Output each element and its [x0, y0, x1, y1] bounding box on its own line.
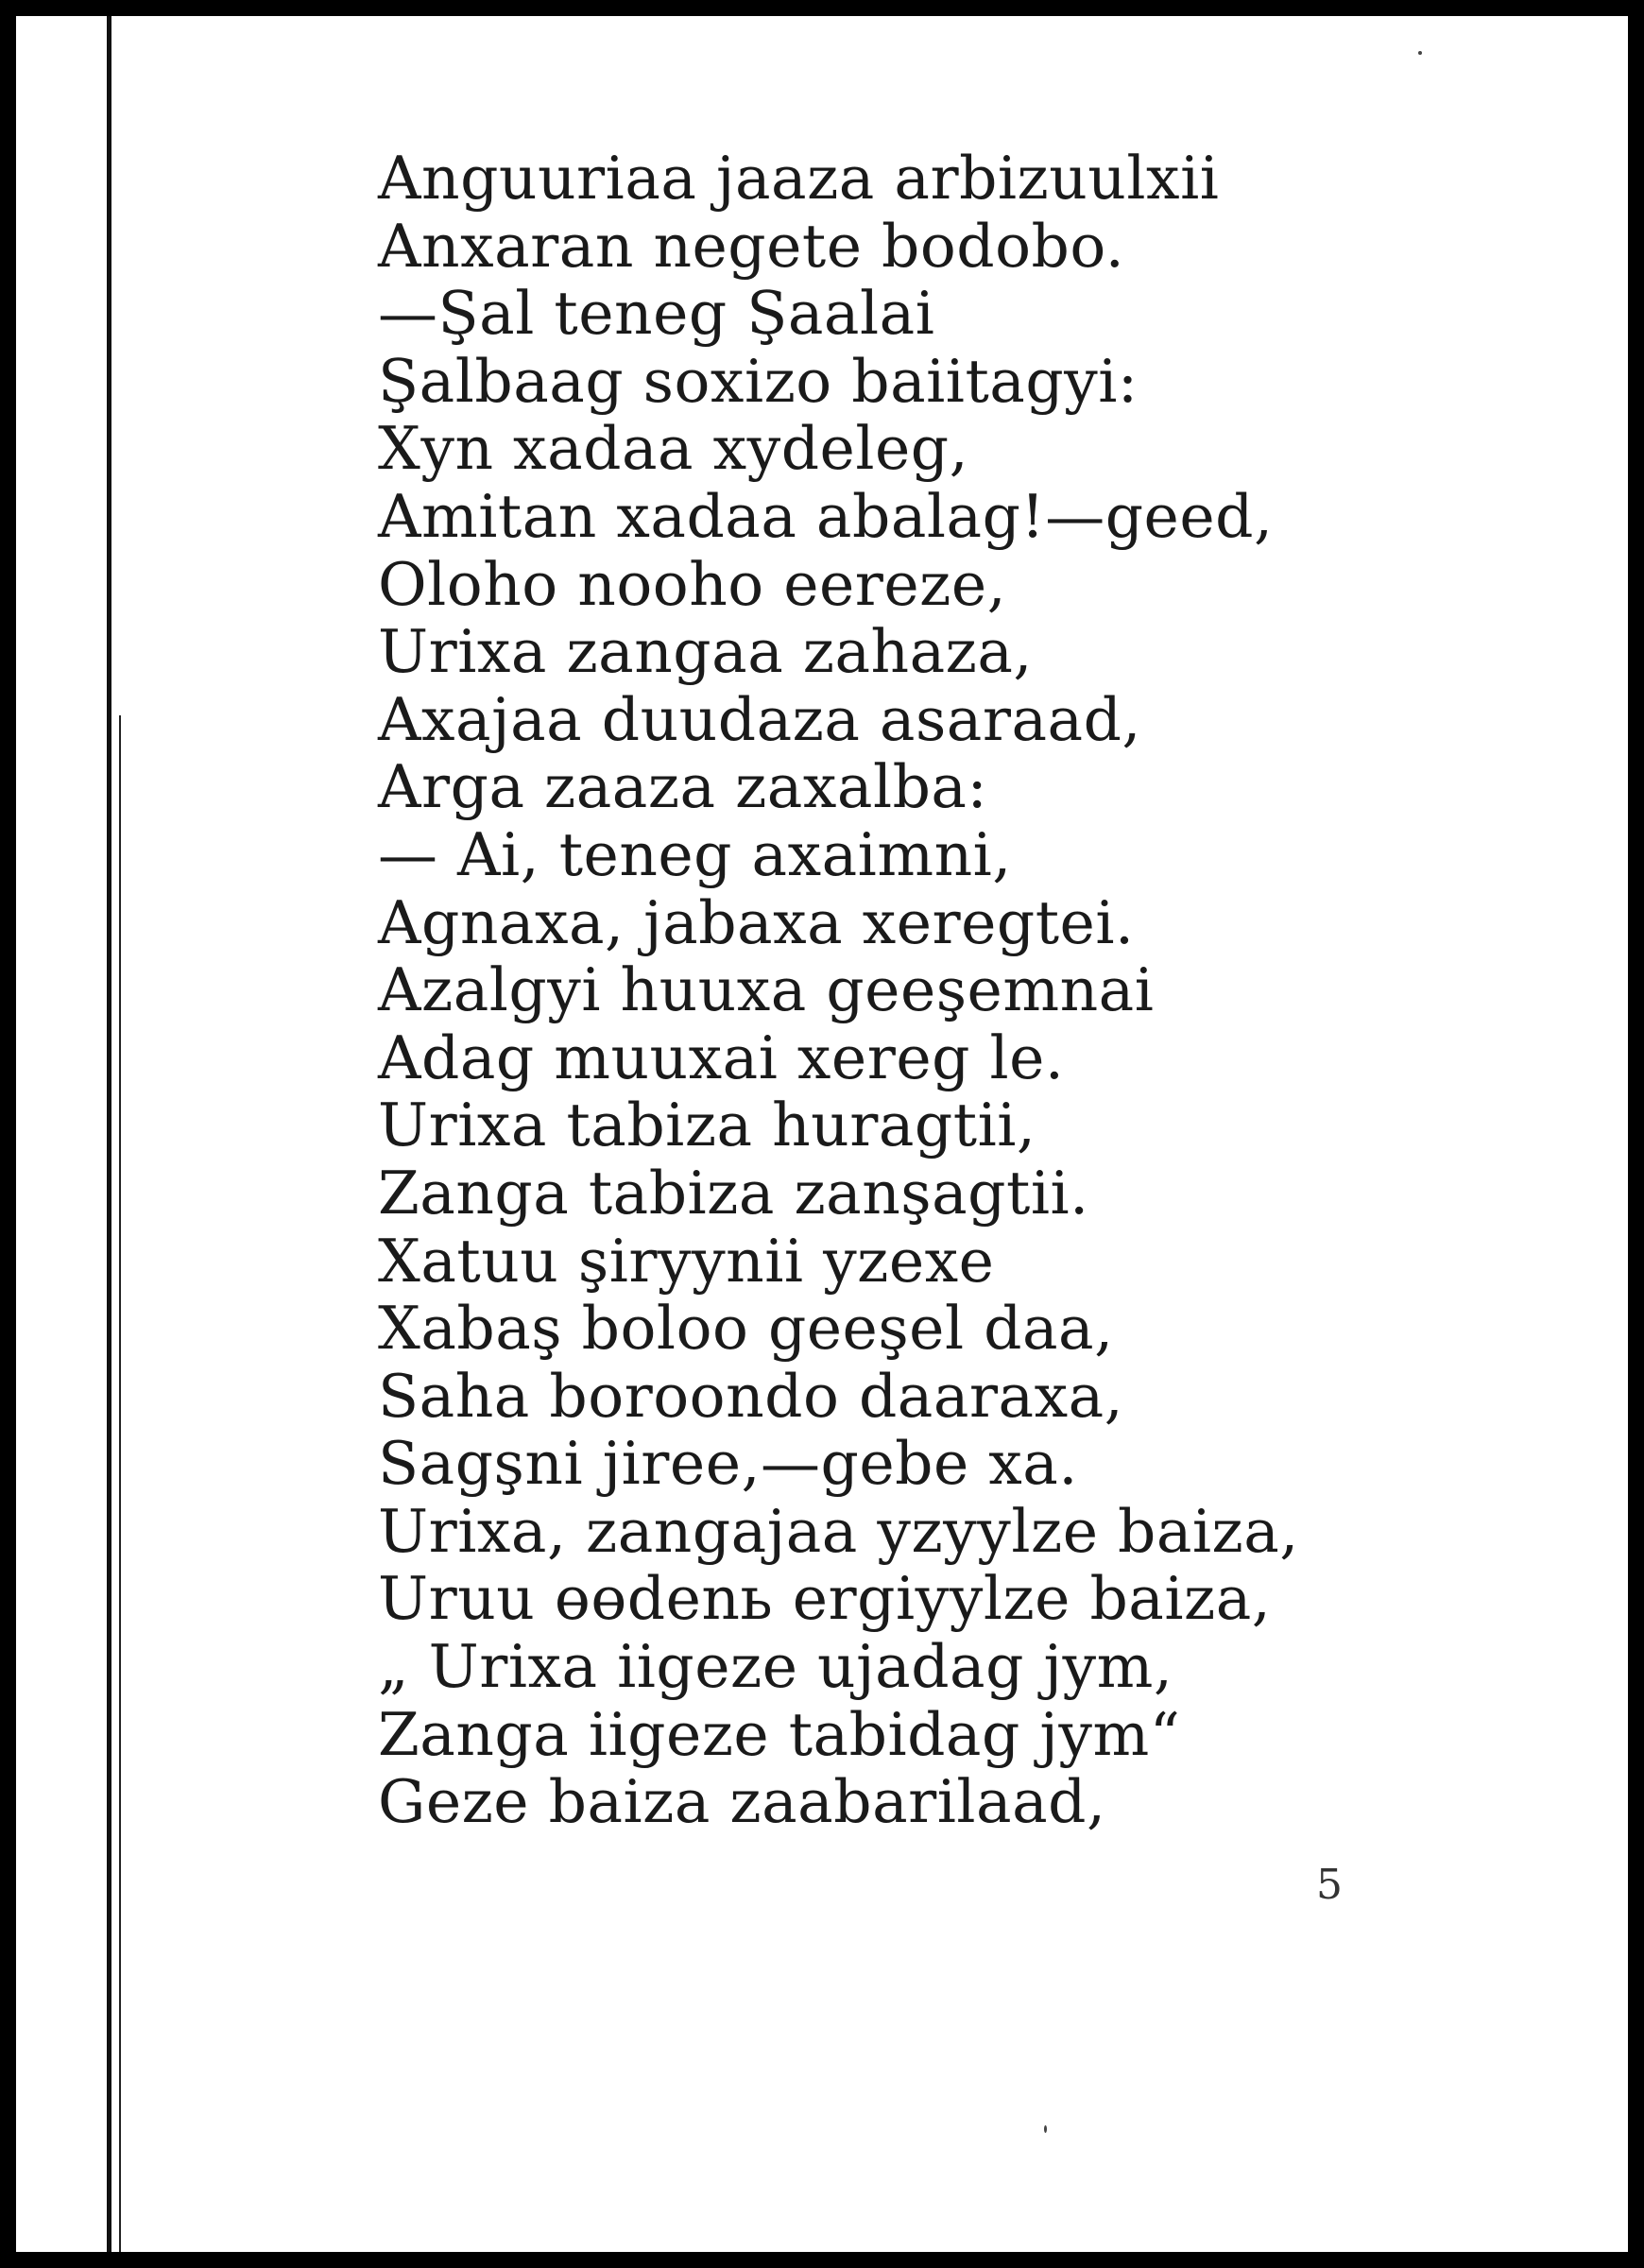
scan-speck	[1044, 2125, 1047, 2133]
poem-line: Agnaxa, jabaxa xeregtei.	[378, 887, 1135, 957]
poem-line: Şalbaag soxizo baiitagyi:	[378, 346, 1139, 416]
poem-line: Azalgyi huuxa geeşemnai	[378, 955, 1155, 1025]
poem-line: Xatuu şiryynii yzexe	[378, 1226, 995, 1296]
poem-line: Anguuriaa jaaza arbizuulxii	[378, 144, 1220, 213]
poem-line: Uruu өөdenь ergiyylze baiza,	[378, 1564, 1272, 1634]
poem-line: Saha boroondo daaraxa,	[378, 1361, 1124, 1431]
poem-line: „ Urixa iigeze ujadag jym,	[378, 1632, 1173, 1702]
poem-line: Zanga iigeze tabidag jym“	[378, 1699, 1181, 1769]
poem-line: Xyn xadaa xydeleg,	[378, 414, 969, 484]
poem-line: Zanga tabiza zanşagtii.	[378, 1158, 1089, 1228]
poem-line: Axajaa duudaza asaraad,	[378, 684, 1141, 754]
poem-line: Anxaran negete bodobo.	[378, 211, 1125, 281]
poem-line: Urixa tabiza huragtii,	[378, 1091, 1036, 1160]
poem-line: Oloho nooho eereze,	[378, 549, 1007, 619]
poem-line: Adag muuxai xereg le.	[378, 1022, 1065, 1092]
poem-line: —Şal teneg Şaalai	[378, 279, 935, 349]
poem-line: Arga zaaza zaxalba:	[378, 752, 988, 822]
scan-speck	[1418, 51, 1422, 55]
poem-line: Sagşni jiree,—gebe xa.	[378, 1429, 1078, 1499]
poem-line: Xabaş boloo geeşel daa,	[378, 1294, 1114, 1364]
binding-edge-line-inner	[119, 715, 121, 2252]
page-number: 5	[1316, 1861, 1343, 1909]
document-page	[16, 16, 1628, 2252]
poem-line: Urixa, zangajaa yzyylze baiza,	[378, 1496, 1299, 1566]
poem-line: Geze baiza zaabarilaad,	[378, 1767, 1106, 1837]
poem-line: — Ai, teneg axaimni,	[378, 819, 1012, 889]
poem-text	[378, 145, 1323, 1836]
binding-edge-line	[107, 16, 111, 2252]
poem-line: Amitan xadaa abalag!—geed,	[378, 481, 1274, 551]
poem-line: Urixa zangaa zahaza,	[378, 617, 1033, 687]
